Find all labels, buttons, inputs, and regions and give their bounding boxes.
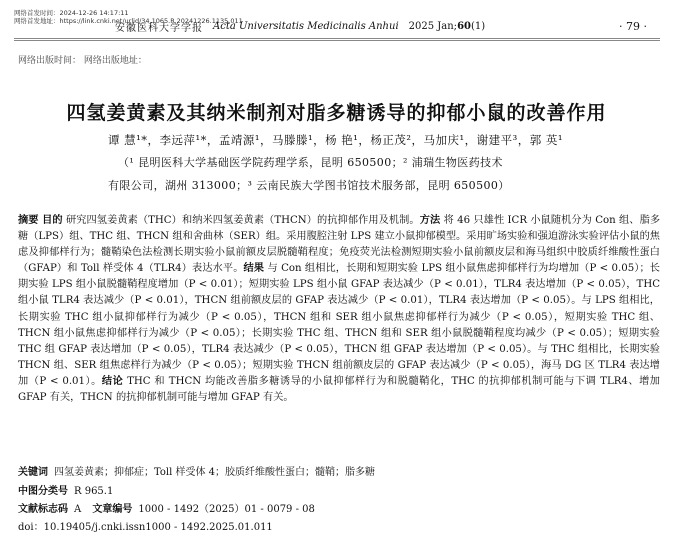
methods-label: 方法 xyxy=(419,215,441,226)
article-number-text: 1000 - 1492（2025）01 - 0079 - 08 xyxy=(138,504,315,515)
article-title: 四氢姜黄素及其纳米制剂对脂多糖诱导的抑郁小鼠的改善作用 xyxy=(66,102,607,124)
online-publish-time: 网络首发时间：2024-12-26 14:17:11 xyxy=(14,9,129,17)
affiliation-line-2: 有限公司，湖州 313000；³ 云南民族大学图书馆技术服务部，昆明 650500） xyxy=(108,179,510,192)
header-rule-thin xyxy=(14,40,660,41)
abstract-conclusion: THC 和 THCN 均能改善脂多糖诱导的小鼠抑郁样行为和脱髓鞘化，THC 的抗抑郁机制可能与下调 TLR4、增加 GFAP 有关，THCN 的抗抑郁机制可能与增加 GFAP 有关。 xyxy=(18,375,660,404)
doc-code-label: 文献标志码 xyxy=(18,504,68,515)
journal-name-en: Acta Universitatis Medicinalis Anhui xyxy=(213,20,399,32)
abstract-label: 摘要 目的 xyxy=(18,215,63,226)
abstract-results: 与 Con 组相比，长期和短期实验 LPS 组小鼠焦虑抑郁样行为均增加（P < 0.05）；长期实验 LPS 组小鼠脱髓鞘程度增加（P < 0.01）；短期实验 LPS 组小鼠 GFAP 表达减少（P < 0.01），TLR4 表达增加（P < 0.05），THC 组小鼠 TLR4 表达减少（P < 0.01），THCN 组前额皮层的 GFAP 表达减少（P < 0.01），TLR4 表达增加（P < 0.05）。与 LPS 组相比，长期实验 THC 组小鼠抑郁样行为减少（P < 0.05），THCN 组和 SER 组小鼠焦虑抑郁样行为减少（P < 0.05），短期实验 THC 组、THCN 组小鼠焦虑抑郁样行为减少（P < 0.05）；长期实验 THC 组、THCN 组和 SER 组小鼠脱髓鞘程度均减少（P < 0.05）；短期实验 THC 组 GFAP 表达增加（P < 0.05），TLR4 表达减少（P < 0.05），THCN 组 GFAP 表达增加（P < 0.05）。与 THC 组相比，长期实验 THCN 组、SER 组焦虑样行为减少（P < 0.05）；短期实验 THCN 组前额皮层的 GFAP 表达减少（P < 0.05），海马 DG 区 TLR4 表达增加（P < 0.01）。 xyxy=(18,263,660,387)
results-label: 结果 xyxy=(243,263,265,275)
clc-text: R 965.1 xyxy=(74,486,114,497)
doi-line[interactable]: doi：10.19405/j.cnki.issn1000 - 1492.2025.01.011 xyxy=(18,522,273,533)
online-publish-url[interactable]: 网络首发地址：https://link.cnki.net/urlid/34.1065.R.20241226.1135.011 xyxy=(14,17,243,25)
abstract-methods: 将 46 只雄性 ICR 小鼠随机分为 Con 组、脂多糖（LPS）组、THC 组、THCN 组和舍曲林（SER）组。采用腹腔注射 LPS 建立小鼠抑郁模型。采用旷场实验和强迫游泳实验评估小鼠的焦虑及抑郁样行为；髓鞘染色法检测长期实验小鼠前额皮层脱髓鞘程度；免疫荧光法检测短期实验小鼠前额皮层和海马组织中胶质纤维酸性蛋白（GFAP）和 Toll 样受体 4（TLR4）表达水平。 xyxy=(18,215,661,275)
article-number-label: 文章编号 xyxy=(92,504,133,515)
keywords-label: 关键词 xyxy=(18,467,48,478)
author-list: 谭 慧¹*，李远萍¹*，孟靖源¹，马滕滕¹，杨 艳¹，杨正茂²，马加庆¹，谢建平³，郭 英¹ xyxy=(108,133,563,147)
journal-volume: 60 xyxy=(457,20,471,32)
journal-issue-number: (1) xyxy=(470,20,486,32)
clc-line xyxy=(18,482,113,497)
journal-header xyxy=(115,16,665,36)
document-code-line xyxy=(18,500,315,515)
header-rule xyxy=(14,38,660,39)
abstract-objective: 研究四氢姜黄素（THC）和纳米四氢姜黄素（THCN）的抗抑郁作用及机制。 xyxy=(66,215,420,226)
journal-issue xyxy=(409,21,486,32)
journal-name-cn: 安徽医科大学学报 xyxy=(115,22,203,34)
affiliation-line-1: （¹ 昆明医科大学基础医学院药理学系，昆明 650500；² 浦瑞生物医药技术 xyxy=(118,156,503,169)
conclusion-label: 结论 xyxy=(101,375,124,387)
doc-code-text: A xyxy=(74,504,82,515)
keywords-text: 四氢姜黄素；抑郁症；Toll 样受体 4；胶质纤维酸性蛋白；髓鞘；脂多糖 xyxy=(54,467,376,478)
abstract xyxy=(18,213,660,406)
journal-year-month: 2025 Jan; xyxy=(408,20,458,32)
clc-label: 中图分类号 xyxy=(18,486,68,497)
keywords-line xyxy=(18,463,375,478)
page-number: · 79 · xyxy=(619,19,647,33)
network-publication-fields: 网络出版时间： 网络出版地址： xyxy=(18,56,147,66)
